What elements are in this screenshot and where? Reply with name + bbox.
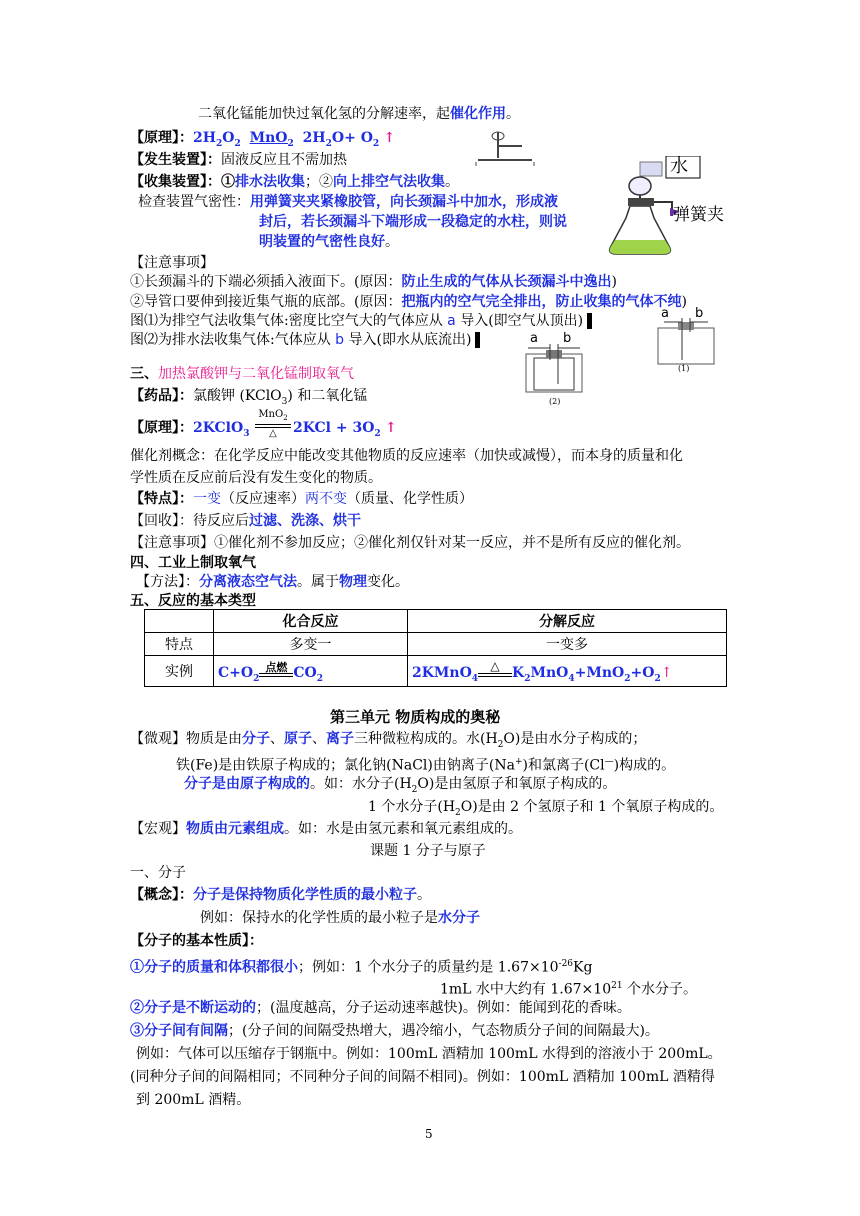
catalyst-mno2: MnO$_2$ bbox=[249, 130, 294, 149]
text-line: 【收集装置】：①排水法收集；②向上排空气法收集。 bbox=[130, 174, 459, 190]
reaction-type-table bbox=[144, 609, 727, 687]
text-line: 例如：保持水的化学性质的最小粒子是水分子 bbox=[200, 910, 480, 926]
text-line: 催化剂概念：在化学反应中能改变其他物质的反应速率（加快或减慢），而本身的质量和化 bbox=[130, 448, 683, 464]
section-heading: 四、工业上制取氧气 bbox=[130, 555, 256, 571]
text-line: 明装置的气密性良好。 bbox=[259, 234, 399, 250]
table-cell: 2KMnO$_4$ △ $K_2MnO_4+MnO_2+O_2↑$ bbox=[408, 656, 727, 687]
gas-arrow-icon: ↑ bbox=[383, 130, 396, 146]
text-line: 分子是由原子构成的。如：水分子$(H_2O)$是由氢原子和氧原子构成的。 bbox=[184, 776, 617, 795]
fig2-label-a: a bbox=[530, 331, 538, 346]
text-line: 图⑵为排水法收集气体:气体应从 b 导入(即水从底流出) bbox=[130, 330, 480, 350]
text-line: 1mL 水中大约有 $1.67\times 10^{21}$ 个水分子。 bbox=[440, 981, 698, 998]
text-line: ②导管口要伸到接近集气瓶的底部。(原因：把瓶内的空气完全排出，防止收集的气体不纯) bbox=[130, 294, 687, 310]
table-cell: $C+O_2$ 点燃 $CO_2$ bbox=[214, 656, 408, 687]
fig1-caption: (1) bbox=[678, 364, 690, 373]
table-cell: 特点 bbox=[145, 633, 214, 656]
text-line: 【特点】：一变（反应速率）两不变（质量、化学性质） bbox=[130, 491, 473, 507]
text-line: 【微观】物质是由分子、原子、离子三种微粒构成的。水$(H_2O)$是由水分子构成的； bbox=[130, 731, 647, 750]
text-line: 图⑴为排空气法收集气体:密度比空气大的气体应从 a 导入(即空气从顶出) bbox=[130, 311, 592, 331]
text-line: 封后，若长颈漏斗下端形成一段稳定的水柱，则说 bbox=[259, 214, 567, 230]
lesson-title: 课题 1 分子与原子 bbox=[370, 843, 486, 859]
fig2-caption: (2) bbox=[549, 397, 561, 406]
text-line: (同种分子间的间隔相同；不同种分子间的间隔不相同)。例如：100mL 酒精加 100mL 酒精得 bbox=[130, 1069, 715, 1085]
page-number: 5 bbox=[425, 1127, 433, 1141]
text-line: ①分子的质量和体积都很小；例如：1 个水分子的质量约是 $1.67\times 10^{-26}Kg$ bbox=[130, 959, 593, 976]
fig2-bottle-image bbox=[518, 344, 588, 396]
section-heading: 五、反应的基本类型 bbox=[130, 593, 256, 609]
fig1-bottle-image bbox=[650, 318, 720, 366]
fig2-label-b: b bbox=[563, 331, 572, 346]
text-line: 【注意事项】 bbox=[130, 255, 214, 271]
text-line: 【概念】：分子是保持物质化学性质的最小粒子。 bbox=[130, 887, 431, 903]
eq-product: $2KCl + 3O_2$ ↑ bbox=[293, 420, 397, 439]
text-line: 学性质在反应前后没有发生变化的物质。 bbox=[130, 470, 382, 486]
table-header: 化合反应 bbox=[214, 610, 408, 633]
principle-line: 【原理】：2KClO$_3$ bbox=[130, 420, 250, 439]
apparatus-small-image bbox=[470, 128, 540, 168]
text-line: 【注意事项】①催化剂不参加反应；②催化剂仅针对某一反应，并不是所有反应的催化剂。 bbox=[130, 535, 690, 551]
text-line: 铁(Fe)是由铁原子构成的；氯化钠(NaCl)由钠离子(Na+)和氯离子(Cl—)构成的。 bbox=[176, 757, 676, 774]
section-heading: 三、加热氯酸钾与二氧化锰制取氧气 bbox=[130, 366, 354, 382]
spring-clip-label: 弹簧夹 bbox=[673, 205, 724, 225]
text-line: 二氧化锰能加快过氧化氢的分解速率，起催化作用。 bbox=[198, 106, 520, 122]
eq-condition: MnO$_2$ △ bbox=[255, 409, 291, 439]
principle-line: 【原理】：$2H_2O_2$ MnO$_2$ $2H_2O+ O_2$ ↑ bbox=[130, 130, 396, 149]
text-line: ②分子是不断运动的；(温度越高，分子运动速率越快)。例如：能闻到花的香味。 bbox=[130, 1000, 631, 1016]
text-line: 【药品】：氯酸钾 (KClO$_3$) 和二氧化锰 bbox=[130, 388, 368, 407]
table-cell bbox=[145, 610, 214, 633]
water-label: 水 bbox=[670, 156, 688, 177]
text-line: 【发生装置】：固液反应且不需加热 bbox=[130, 152, 347, 168]
text-line: 【宏观】物质由元素组成。如：水是由氢元素和氧元素组成的。 bbox=[130, 821, 522, 837]
table-header: 分解反应 bbox=[408, 610, 727, 633]
fig1-label-a: a bbox=[661, 306, 669, 321]
text-line: 例如：气体可以压缩存于钢瓶中。例如：100mL 酒精加 100mL 水得到的溶液小于 200mL。 bbox=[136, 1046, 722, 1062]
text-line: 【回收】：待反应后过滤、洗涤、烘干 bbox=[130, 513, 361, 529]
text-line: 到 200mL 酒精。 bbox=[136, 1092, 251, 1108]
text-line: ①长颈漏斗的下端必须插入液面下。(原因：防止生成的气体从长颈漏斗中逸出) bbox=[130, 274, 617, 290]
unit-title: 第三单元 物质构成的奥秘 bbox=[330, 708, 501, 726]
text-line: 【分子的基本性质】： bbox=[130, 933, 263, 949]
text-line: 1 个水分子$(H_2O)$是由 2 个氢原子和 1 个氧原子构成的。 bbox=[368, 799, 724, 818]
text-line: ③分子间有间隔；(分子间的间隔受热增大，遇冷缩小，气态物质分子间的间隔最大)。 bbox=[130, 1023, 659, 1039]
table-cell: 一变多 bbox=[408, 633, 727, 656]
text-line: 检查装置气密性：用弹簧夹夹紧橡胶管，向长颈漏斗中加水，形成液 bbox=[138, 194, 558, 210]
table-cell: 多变一 bbox=[214, 633, 408, 656]
text-line: 一、分子 bbox=[130, 865, 186, 881]
table-cell: 实例 bbox=[145, 656, 214, 687]
text-line: 【方法】：分离液态空气法。属于物理变化。 bbox=[136, 574, 409, 590]
fig1-label-b: b bbox=[695, 306, 704, 321]
